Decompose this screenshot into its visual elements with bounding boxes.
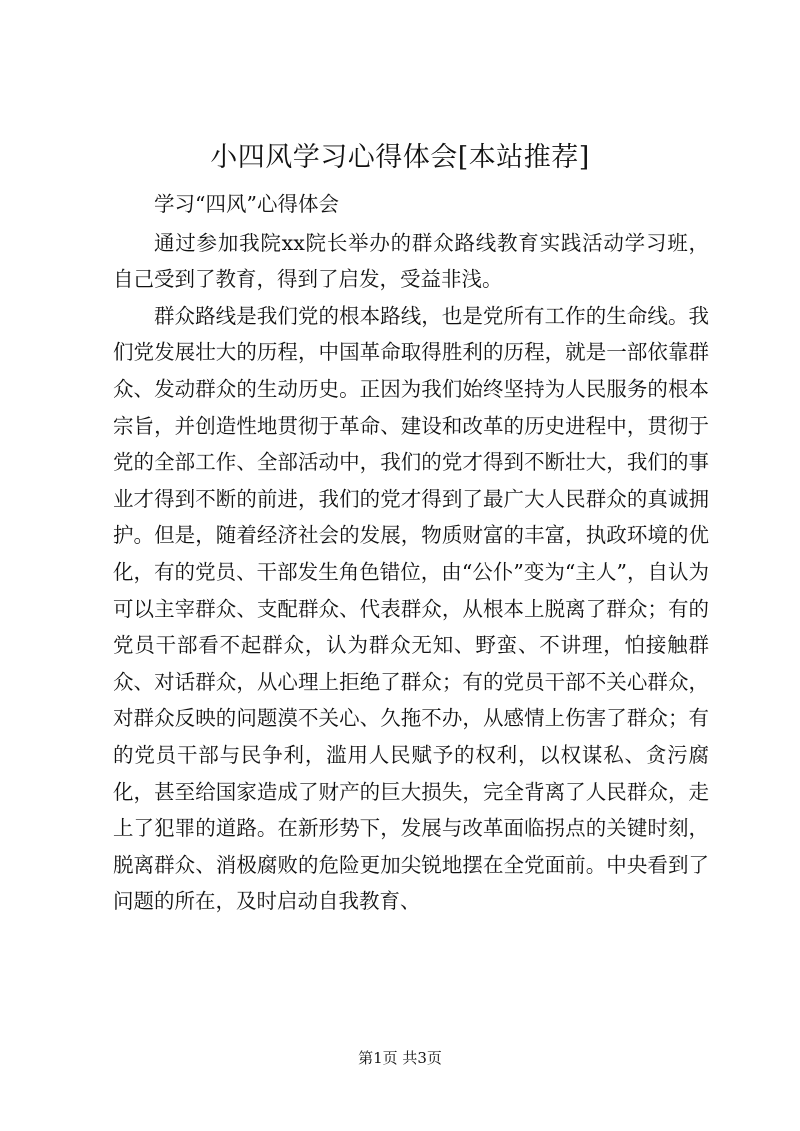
paragraph-2: 群众路线是我们党的根本路线，也是党所有工作的生命线。我们党发展壮大的历程，中国革命取得胜利的历程，就是一部依靠群众、发动群众的生动历史。正因为我们始终坚持为人民服务的根本宗旨，并创造性地贯彻于革命、建设和改革的历史进程中，贯彻于党的全部工作、全部活动中，我们的党才得到不断壮大，我们的事业才得到不断的前进，我们的党才得到了最广大人民群众的真诚拥护。但是，随着经济社会的发展，物质财富的丰富，执政环境的优化，有的党员、干部发生角色错位，由“公仆”变为“主人”，自认为可以主宰群众、支配群众、代表群众，从根本上脱离了群众；有的党员干部看不起群众，认为群众无知、野蛮、不讲理，怕接触群众、对话群众，从心理上拒绝了群众；有的党员干部不关心群众，对群众反映的问题漠不关心、久拖不办，从感情上伤害了群众；有的党员干部与民争利，滥用人民赋予的权利，以权谋私、贪污腐化，甚至给国家造成了财产的巨大损失，完全背离了人民群众，走上了犯罪的道路。在新形势下，发展与改革面临拐点的关键时刻，脱离群众、消极腐败的危险更加尖锐地摆在全党面前。中央看到了问题的所在，及时启动自我教育、: [113, 303, 709, 914]
document-title: 小四风学习心得体会[本站推荐]: [210, 142, 590, 173]
paragraph-1: 通过参加我院xx院长举办的群众路线教育实践活动学习班，自己受到了教育，得到了启发，受益非浅。: [113, 230, 709, 292]
page-number: 第1页 共3页: [358, 1049, 442, 1067]
section-heading: 学习“四风”心得体会: [154, 192, 339, 216]
page-footer: [0, 1048, 800, 1068]
document-body: [113, 186, 709, 920]
